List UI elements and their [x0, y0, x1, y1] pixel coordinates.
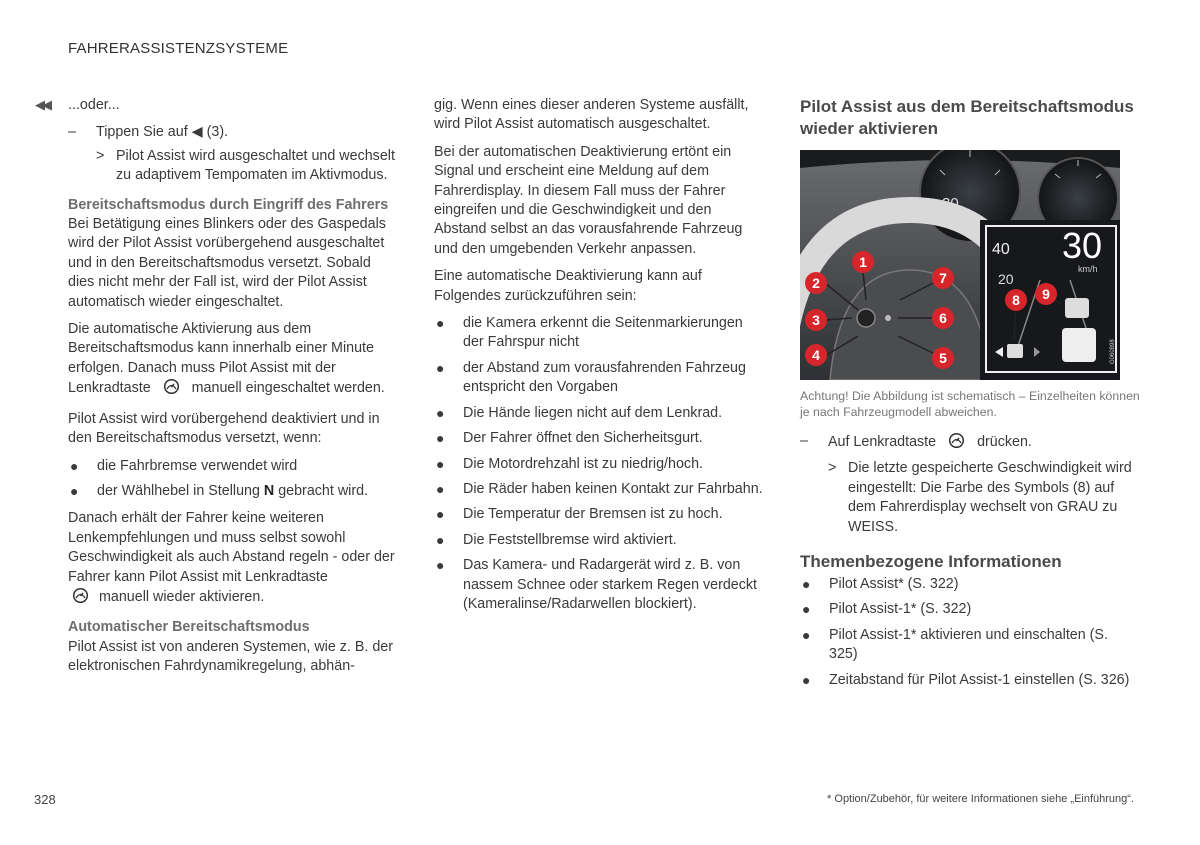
image-code: G060898: [1110, 339, 1116, 364]
related-link-text: Zeitabstand für Pilot Assist-1 einstellen (S. 326): [829, 671, 1130, 688]
bullet-list: [68, 457, 398, 502]
pilot-assist-steering-icon: [72, 587, 89, 610]
subheading-driver-intervention: Bereitschaftsmodus durch Eingriff des Fahrers: [68, 196, 389, 213]
bullet-dot: ●: [436, 455, 445, 472]
callout-label-8: 8: [1012, 292, 1020, 308]
callout-label-5: 5: [939, 350, 947, 366]
list-item: [434, 359, 764, 398]
bullet-dot: ●: [436, 430, 445, 447]
gauge-speed-readout: 30: [942, 195, 959, 212]
list-item-text: Die Temperatur der Bremsen ist zu hoch.: [463, 506, 723, 523]
paragraph: Pilot Assist ist von anderen Systemen, wie z. B. der elektronischen Fahrdynamikregelung, abhän-: [68, 638, 394, 675]
paragraph: [68, 509, 398, 610]
list-item: [434, 505, 764, 524]
display-set-speed: 30: [1062, 225, 1103, 266]
display-speed-40: 40: [992, 241, 1010, 258]
list-item-text: Der Fahrer öffnet den Sicherheitsgurt.: [463, 430, 703, 447]
list-item-text: Die Räder haben keinen Kontakt zur Fahrbahn.: [463, 480, 763, 497]
step-item: [800, 432, 1140, 455]
callout-label-3: 3: [812, 312, 820, 328]
related-link[interactable]: [800, 575, 1140, 594]
own-vehicle-icon: [1062, 328, 1096, 362]
related-list: [800, 575, 1140, 690]
paragraph: Pilot Assist wird vorübergehend deaktiviert und in den Bereitschaftsmodus versetzt, wenn:: [68, 410, 380, 447]
list-item: [434, 455, 764, 474]
pilot-assist-steering-icon: [163, 378, 180, 401]
pilot-assist-steering-icon: [948, 432, 965, 455]
list-item-text: die Kamera erkennt die Seitenmarkierungen der Fahrspur nicht: [463, 315, 743, 351]
result-item: [68, 147, 398, 186]
bullet-dot: ●: [802, 601, 811, 618]
callout-label-9: 9: [1042, 286, 1050, 302]
subheading-auto-standby: Automatischer Bereitschaftsmodus: [68, 619, 310, 636]
result-text: Pilot Assist wird ausgeschaltet und wechselt zu adaptivem Tempomaten im Aktivmodus.: [116, 147, 395, 184]
section-heading: Pilot Assist aus dem Bereitschaftsmodus wieder aktivieren: [800, 97, 1134, 138]
bullet-dot: ●: [70, 482, 79, 499]
callout-label-7: 7: [939, 270, 947, 286]
intro-text: ...oder...: [68, 97, 120, 113]
gear-position-n: N: [263, 482, 275, 499]
display-unit: km/h: [1078, 264, 1098, 274]
list-item: [434, 404, 764, 423]
paragraph-text: Danach erhält der Fahrer keine weiteren Lenkempfehlungen und muss selbst sowohl Geschwindigkeit als auch Abstand regeln - oder der Fahrer kann Pilot Assist mit Lenkradtaste: [68, 510, 395, 585]
column-3: [800, 96, 1140, 698]
display-speed-20: 20: [998, 271, 1014, 287]
list-item: [434, 429, 764, 448]
paragraph: [68, 320, 398, 402]
step-text: Tippen Sie auf ◀ (3).: [96, 124, 229, 141]
callout-label-2: 2: [812, 275, 820, 291]
column-2: [434, 96, 764, 622]
result-item: [800, 459, 1140, 537]
list-item-text: die Fahrbremse verwendet wird: [97, 457, 298, 474]
bullet-list: [434, 314, 764, 614]
bullet-dot: ●: [802, 671, 811, 688]
list-item: [434, 480, 764, 499]
related-link-text: Pilot Assist-1* (S. 322): [829, 601, 972, 618]
steering-button-left: [857, 309, 875, 327]
list-item-text: gebracht wird.: [274, 482, 369, 499]
list-item-text: Die Hände liegen nicht auf dem Lenkrad.: [463, 404, 723, 421]
paragraph: Eine automatische Deaktivierung kann auf Folgendes zurückzuführen sein:: [434, 268, 702, 304]
footer-note: * Option/Zubehör, für weitere Informationen siehe „Einführung“.: [827, 793, 1134, 805]
bullet-dot: ●: [436, 480, 445, 497]
paragraph: Bei Betätigung eines Blinkers oder des Gaspedals wird der Pilot Assist vorübergehend ausgeschaltet und in den Bereitschaftsmodus versetzt. Sobald dies nicht mehr der Fall ist, wird der Pilot Assist automatisch wieder eingeschaltet.: [68, 216, 386, 310]
list-item: [434, 314, 764, 353]
bullet-dot: ●: [802, 576, 811, 593]
callout-label-4: 4: [812, 347, 820, 363]
paragraph: Bei der automatischen Deaktivierung ertönt ein Signal und erscheint eine Meldung auf dem Fahrerdisplay. In diesem Fall muss der Fahrer eingreifen und die Geschwindigkeit und den Abstand selbst an das vorausfahrende Fahrzeug und den umgebenden Verkehr anpassen.: [434, 143, 743, 257]
result-marker: >: [96, 147, 105, 164]
pilot-assist-symbol-icon: [1007, 344, 1023, 358]
result-text: Die letzte gespeicherte Geschwindigkeit wird eingestellt: Die Farbe des Symbols (8) auf dem Fahrerdisplay wechselt von GRAU zu WEISS.: [848, 460, 1132, 535]
related-link[interactable]: [800, 671, 1140, 690]
steering-button-right: [885, 315, 891, 321]
related-link[interactable]: [800, 600, 1140, 619]
list-item-text: Die Feststellbremse wird aktiviert.: [463, 531, 677, 548]
list-item: [68, 482, 398, 501]
page-number: 328: [34, 792, 56, 807]
callout-label-1: 1: [859, 254, 867, 270]
list-item-text: Das Kamera- und Radargerät wird z. B. von nassem Schnee oder starkem Regen verdeckt (Kameralinse/Radarwellen blockiert).: [463, 557, 758, 612]
paragraph: gig. Wenn eines dieser anderen Systeme ausfällt, wird Pilot Assist automatisch ausgeschaltet.: [434, 97, 749, 133]
paragraph-text: manuell wieder aktivieren.: [99, 588, 265, 605]
bullet-dot: ●: [436, 531, 445, 548]
paragraph-text: manuell eingeschaltet werden.: [191, 380, 385, 397]
steering-wheel-display-figure: [800, 150, 1120, 380]
figure-illustration: [800, 150, 1120, 380]
step-item: [68, 123, 398, 142]
continued-marker-icon: ◀◀: [35, 97, 49, 112]
column-1: [68, 96, 398, 685]
lead-vehicle-icon: [1065, 298, 1089, 318]
list-item-text: der Abstand zum vorausfahrenden Fahrzeug entspricht den Vorgaben: [463, 359, 746, 396]
related-heading: Themenbezogene Informationen: [800, 552, 1062, 572]
bullet-dot: ●: [436, 557, 445, 574]
callout-label-6: 6: [939, 310, 947, 326]
result-marker: >: [828, 460, 837, 477]
list-item: [68, 457, 398, 476]
bullet-dot: ●: [70, 457, 79, 474]
step-text: drücken.: [977, 434, 1032, 450]
dash-marker: –: [800, 433, 808, 449]
related-link[interactable]: [800, 626, 1140, 665]
page-header: FAHRERASSISTENZSYSTEME: [68, 40, 289, 57]
list-item: [434, 556, 764, 614]
related-link-text: Pilot Assist* (S. 322): [829, 576, 959, 593]
figure-caption: Achtung! Die Abbildung ist schematisch – Einzelheiten können je nach Fahrzeugmodell abweichen.: [800, 389, 1140, 419]
dash-marker: –: [68, 124, 76, 141]
paragraph-text: Die automatische Aktivierung aus dem Bereitschaftsmodus kann innerhalb einer Minute erfolgen. Danach muss Pilot Assist mit der Lenkradtaste: [68, 321, 374, 397]
step-text: Auf Lenkradtaste: [828, 434, 937, 450]
bullet-dot: ●: [436, 404, 445, 421]
bullet-dot: ●: [802, 626, 811, 643]
bullet-dot: ●: [436, 506, 445, 523]
list-item: [434, 531, 764, 550]
bullet-dot: ●: [436, 315, 445, 332]
list-item-text: Die Motordrehzahl ist zu niedrig/hoch.: [463, 455, 703, 472]
list-item-text: der Wählhebel in Stellung: [97, 482, 264, 499]
related-link-text: Pilot Assist-1* aktivieren und einschalten (S. 325): [829, 626, 1108, 663]
bullet-dot: ●: [436, 359, 445, 376]
